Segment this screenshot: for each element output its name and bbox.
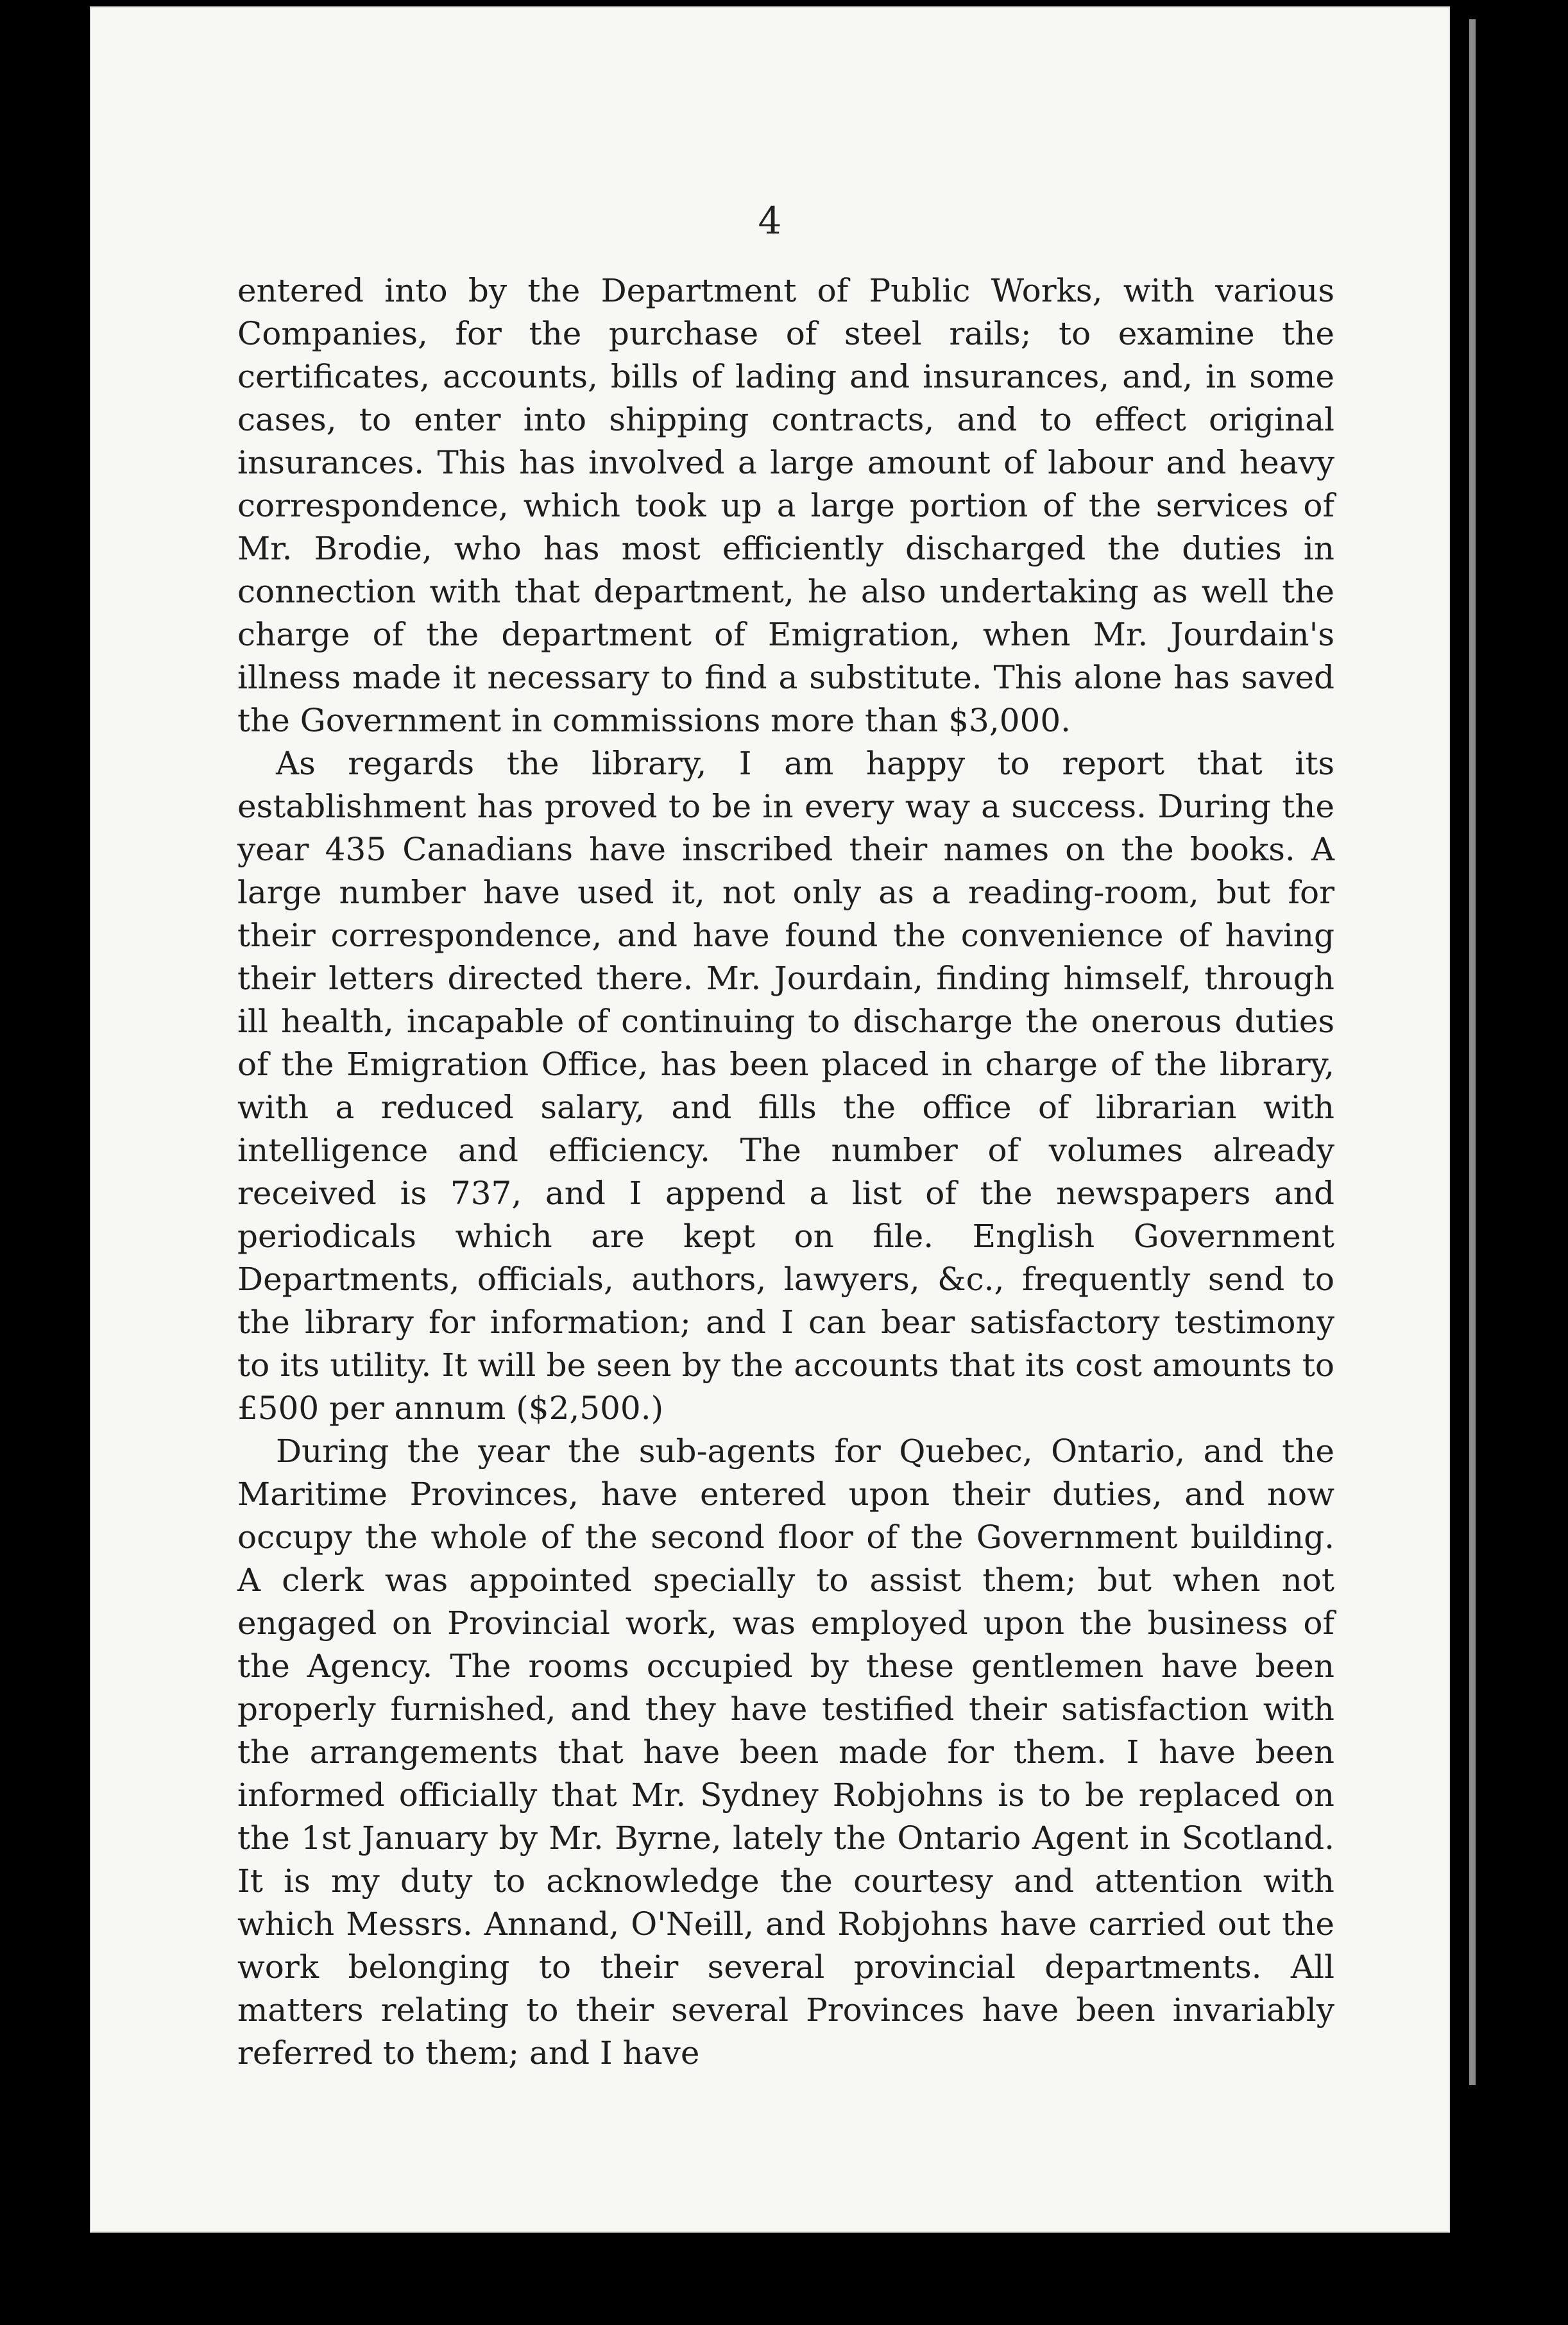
paragraph: As regards the library, I am happy to report that its establishment has proved to be in every way a success. During the year 435 Canadians have inscribed their names on the books. A large number have used it, not only as a reading-room, but for their correspondence, and have found the convenience of having their letters directed there. Mr. Jourdain, finding himself, through ill health, incapable of continuing to discharge the onerous duties of the Emigration Office, has been placed in charge of the library, with a reduced salary, and fills the office of librarian with intelligence and efficiency. The number of volumes already received is 737, and I append a list of the newspapers and periodicals which are kept on file. English Government Departments, officials, authors, lawyers, &c., frequently send to the library for information; and I can bear satisfactory testimony to its utility. It will be seen by the accounts that its cost amounts to £500 per annum ($2,500.) [237, 745, 1334, 1427]
paragraph: During the year the sub-agents for Quebec, Ontario, and the Maritime Provinces, have entered upon their duties, and now occupy the whole of the second floor of the Government building. A clerk was appointed specially to assist them; but when not engaged on Provincial work, was employed upon the business of the Agency. The rooms occupied by these gentlemen have been properly furnished, and they have testified their satisfaction with the arrangements that have been made for them. I have been informed officially that Mr. Sydney Robjohns is to be replaced on the 1st January by Mr. Byrne, lately the Ontario Agent in Scotland. It is my duty to acknowledge the courtesy and attention with which Messrs. Annand, O'Neill, and Robjohns have carried out the work belonging to their several provincial departments. All matters relating to their several Provinces have been invariably referred to them; and I have [237, 1433, 1334, 2072]
document-page [90, 6, 1450, 2233]
paragraph: entered into by the Department of Public Works, with various Companies, for the purchase of steel rails; to examine the certificates, accounts, bills of lading and insurances, and, in some cases, to enter into shipping contracts, and to effect original insurances. This has involved a large amount of labour and heavy correspondence, which took up a large portion of the services of Mr. Brodie, who has most efficiently discharged the duties in connection with that department, he also undertaking as well the charge of the department of Emigration, when Mr. Jourdain's illness made it necessary to find a substitute. This alone has saved the Government in commissions more than $3,000. [237, 272, 1334, 739]
page-number: 4 [758, 199, 782, 243]
body-text [237, 269, 1334, 2075]
